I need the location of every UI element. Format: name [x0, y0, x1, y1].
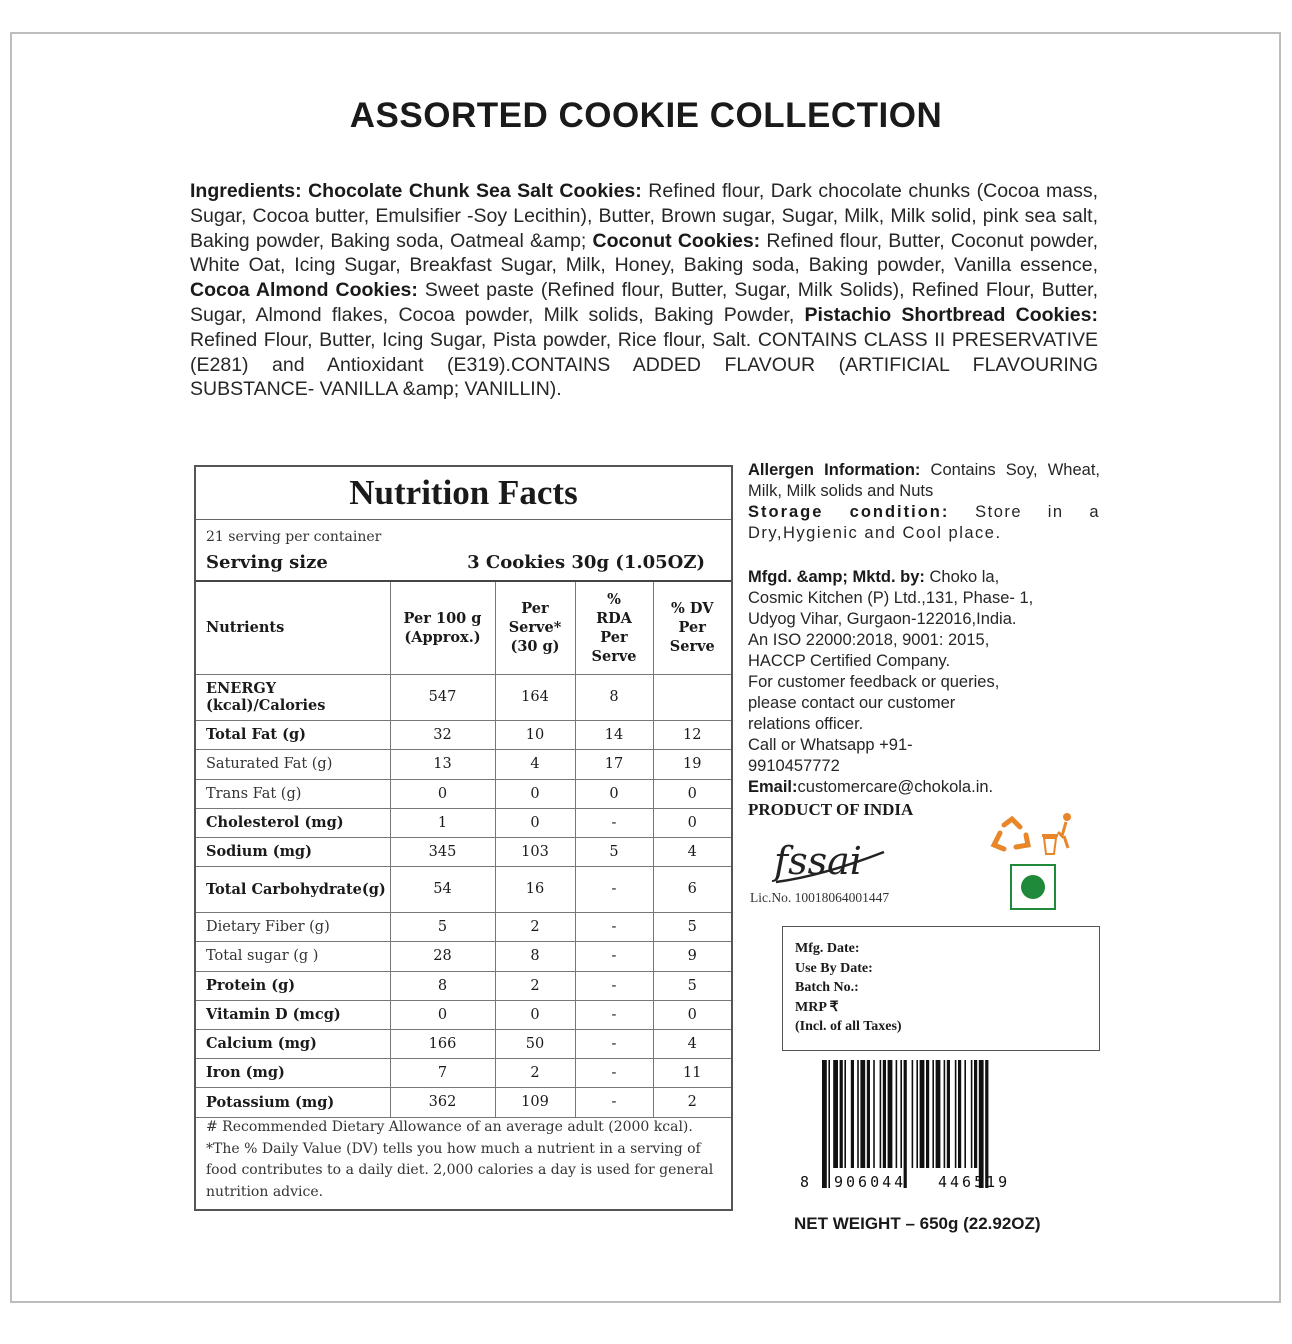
- nutrient-value: 8: [575, 674, 653, 720]
- ingredient-text: Refined flour, Butter, Coconut powder, White Oat, Icing Sugar, Breakfast Sugar, Milk, Honey, Baking soda, Baking powder, Vanilla essence,: [190, 229, 1098, 277]
- nutrient-value: 16: [495, 866, 575, 912]
- ingredient-heading: Ingredients: Chocolate Chunk Sea Salt Cookies:: [190, 180, 642, 202]
- email-label: Email:: [748, 778, 798, 796]
- dispose-in-bin-icon: [1040, 812, 1076, 856]
- nutrient-value: 4: [495, 749, 575, 779]
- date-batch-box: [782, 926, 1100, 1051]
- nutrient-value: 5: [653, 971, 731, 1000]
- nutrient-value: 1: [390, 808, 495, 837]
- nutrient-value: -: [575, 866, 653, 912]
- header-dv: % DV Per Serve: [653, 582, 731, 674]
- barcode-bar: [896, 1060, 898, 1168]
- nutrient-value: 0: [653, 779, 731, 808]
- mfg-date-label: Mfg. Date:: [795, 941, 860, 956]
- barcode-bar: [888, 1060, 893, 1168]
- barcode-bar: [840, 1060, 843, 1168]
- table-row: [196, 749, 731, 779]
- barcode-bar: [867, 1060, 870, 1168]
- nutrition-facts-title: Nutrition Facts: [196, 467, 731, 520]
- barcode-bar: [971, 1060, 973, 1168]
- nutrient-value: 0: [495, 779, 575, 808]
- storage-text: Store in a Dry,Hygienic and Cool place.: [748, 503, 1100, 542]
- table-row: [196, 808, 731, 837]
- manufacturer-info: [748, 567, 1100, 798]
- license-number: Lic.No. 10018064001447: [750, 890, 890, 905]
- barcode-bar: [851, 1060, 854, 1168]
- manufacturer-label: Mfgd. &amp; Mktd. by:: [748, 568, 925, 586]
- serving-size-value: 3 Cookies 30g (1.05OZ): [467, 552, 705, 573]
- batch-no-label: Batch No.:: [795, 980, 859, 995]
- nutrient-name: Cholesterol (mg): [196, 808, 390, 837]
- nutrient-value: -: [575, 941, 653, 971]
- header-per-100g: Per 100 g (Approx.): [390, 582, 495, 674]
- nutrient-name: Protein (g): [196, 971, 390, 1000]
- manufacturer-line: For customer feedback or queries,: [748, 673, 1000, 691]
- nutrient-value: 0: [575, 779, 653, 808]
- barcode: [798, 1060, 1052, 1192]
- nutrient-value: 2: [495, 912, 575, 941]
- nutrient-value: 103: [495, 837, 575, 866]
- nutrient-value: 8: [495, 941, 575, 971]
- incl-taxes-label: (Incl. of all Taxes): [795, 1019, 902, 1034]
- nutrient-name: Calcium (mg): [196, 1029, 390, 1058]
- nutrient-value: -: [575, 808, 653, 837]
- barcode-bar: [880, 1060, 882, 1168]
- nutrient-value: -: [575, 1058, 653, 1087]
- table-row: [196, 1058, 731, 1087]
- product-of-india: PRODUCT OF INDIA: [748, 800, 914, 819]
- nutrient-value: -: [575, 1000, 653, 1029]
- nutrient-value: 5: [390, 912, 495, 941]
- allergen-label: Allergen Information:: [748, 461, 921, 479]
- barcode-bar: [833, 1060, 838, 1168]
- header-rda: % RDA Per Serve: [575, 582, 653, 674]
- ingredients-text: [190, 179, 1098, 402]
- nutrient-value: 19: [653, 749, 731, 779]
- vegetarian-mark-icon: [1010, 864, 1056, 910]
- nutrition-facts-panel: [194, 465, 733, 1211]
- barcode-bar: [926, 1060, 929, 1168]
- nutrient-name: Total Fat (g): [196, 720, 390, 749]
- nutrient-name: Dietary Fiber (g): [196, 912, 390, 941]
- table-row: [196, 674, 731, 720]
- manufacturer-line: Choko la,: [924, 568, 1000, 586]
- nutrient-value: 10: [495, 720, 575, 749]
- allergen-info: [748, 460, 1100, 544]
- barcode-bar: [979, 1060, 984, 1188]
- barcode-bar: [947, 1060, 950, 1168]
- net-weight: NET WEIGHT – 650g (22.92OZ): [794, 1214, 1041, 1233]
- nutrient-value: 32: [390, 720, 495, 749]
- use-by-date-label: Use By Date:: [795, 960, 873, 976]
- product-title: ASSORTED COOKIE COLLECTION: [349, 96, 943, 135]
- table-row: [196, 1000, 731, 1029]
- barcode-bar: [920, 1060, 925, 1168]
- nutrient-value: -: [575, 1029, 653, 1058]
- table-row: [196, 1087, 731, 1117]
- barcode-bar: [955, 1060, 957, 1168]
- nutrient-value: 0: [653, 808, 731, 837]
- table-row: [196, 866, 731, 912]
- nutrient-value: 9: [653, 941, 731, 971]
- nutrient-name: Iron (mg): [196, 1058, 390, 1087]
- manufacturer-line: relations officer.: [748, 715, 864, 733]
- ingredient-text: Sweet paste (Refined flour, Butter, Sugar, Milk Solids), Refined Flour, Butter, Sugar, Almond flakes, Cocoa powder, Milk solids, Baking Powder,: [190, 279, 1099, 326]
- nutrient-value: 109: [495, 1087, 575, 1117]
- barcode-bar: [916, 1060, 918, 1168]
- nutrient-value: 7: [390, 1058, 495, 1087]
- fssai-logo-icon: [772, 838, 892, 888]
- table-row: [196, 837, 731, 866]
- barcode-bar: [936, 1060, 941, 1168]
- barcode-bar: [964, 1060, 966, 1168]
- nutrient-value: 14: [575, 720, 653, 749]
- nutrient-name: Saturated Fat (g): [196, 749, 390, 779]
- recycle-icon: [990, 815, 1034, 855]
- barcode-bar: [883, 1060, 886, 1168]
- nutrient-value: 2: [495, 971, 575, 1000]
- header-per-serve: Per Serve* (30 g): [495, 582, 575, 674]
- barcode-bar: [985, 1060, 988, 1188]
- nutrient-value: 4: [653, 1029, 731, 1058]
- nutrient-value: 0: [495, 808, 575, 837]
- nutrition-footnote: # Recommended Dietary Allowance of an average adult (2000 kcal). *The % Daily Value (DV) tells you how much a nutrient in a serving of food contributes to a daily diet. 2,000 calories a day is used for general nutrition advice.: [206, 1119, 714, 1200]
- manufacturer-line: Call or Whatsapp +91-: [748, 736, 913, 754]
- barcode-bar: [828, 1060, 830, 1188]
- barcode-bar: [932, 1060, 934, 1168]
- nutrient-value: -: [575, 971, 653, 1000]
- ingredient-heading: Pistachio Shortbread Cookies:: [804, 303, 1098, 326]
- nutrient-value: 345: [390, 837, 495, 866]
- barcode-bar: [857, 1060, 859, 1168]
- nutrient-value: 13: [390, 749, 495, 779]
- barcode-bar: [944, 1060, 946, 1168]
- nutrient-name: Vitamin D (mcg): [196, 1000, 390, 1029]
- manufacturer-line: HACCP Certified Company.: [748, 652, 951, 670]
- barcode-bar: [822, 1060, 827, 1188]
- barcode-bar: [873, 1060, 875, 1168]
- serving-size-row: [196, 548, 731, 582]
- manufacturer-line: Udyog Vihar, Gurgaon-122016,India.: [748, 610, 1017, 628]
- nutrition-header-row: [196, 582, 731, 674]
- nutrient-name: Trans Fat (g): [196, 779, 390, 808]
- ingredient-heading: Coconut Cookies:: [592, 229, 761, 252]
- barcode-bar: [974, 1060, 977, 1168]
- nutrient-value: 5: [653, 912, 731, 941]
- nutrient-value: 4: [653, 837, 731, 866]
- ingredient-text: Refined Flour, Butter, Icing Sugar, Pista powder, Rice flour, Salt. CONTAINS CLASS II PRESERVATIVE (E281) and Antioxidant (E319).CONTAINS ADDED FLAVOUR (ARTIFICIAL FLAVOURING SUBSTANCE- VANILLA &amp; VANILLIN).: [190, 328, 1098, 401]
- email-address: customercare@chokola.in.: [797, 778, 994, 796]
- table-row: [196, 971, 731, 1000]
- mrp-label: MRP ₹: [795, 999, 839, 1015]
- header-nutrients: Nutrients: [196, 582, 390, 674]
- barcode-left-digits: 906044: [834, 1173, 907, 1191]
- barcode-bar: [958, 1060, 961, 1168]
- nutrient-value: 2: [495, 1058, 575, 1087]
- table-row: [196, 941, 731, 971]
- nutrient-value: 54: [390, 866, 495, 912]
- barcode-bar: [844, 1060, 846, 1168]
- fssai-logo-text: fssai: [774, 839, 862, 883]
- nutrient-value: 547: [390, 674, 495, 720]
- ingredient-heading: Cocoa Almond Cookies:: [190, 279, 418, 302]
- manufacturer-line: Cosmic Kitchen (P) Ltd.,131, Phase- 1,: [748, 589, 1034, 607]
- nutrient-value: -: [575, 1087, 653, 1117]
- nutrient-name: Total sugar (g ): [196, 941, 390, 971]
- nutrient-name: Total Carbohydrate(g): [196, 866, 390, 912]
- nutrient-value: 2: [653, 1087, 731, 1117]
- nutrient-value: 0: [495, 1000, 575, 1029]
- nutrient-value: 0: [390, 779, 495, 808]
- barcode-right-digits: 446519: [938, 1173, 1011, 1191]
- barcode-bar: [912, 1060, 914, 1168]
- barcode-bar: [860, 1060, 865, 1168]
- ingredient-text: Refined flour, Dark chocolate chunks (Cocoa mass, Sugar, Cocoa butter, Emulsifier -Soy Lecithin), Butter, Brown sugar, Sugar, Milk, Milk solid, pink sea salt, Baking powder, Baking soda, Oatmeal &amp;: [190, 180, 1098, 252]
- nutrient-value: 164: [495, 674, 575, 720]
- nutrient-name: Potassium (mg): [196, 1087, 390, 1117]
- barcode-bar: [904, 1060, 907, 1188]
- manufacturer-line: 9910457772: [748, 757, 840, 775]
- table-row: [196, 720, 731, 749]
- nutrient-value: 0: [390, 1000, 495, 1029]
- allergen-text: Contains Soy, Wheat, Milk, Milk solids and Nuts: [748, 461, 1101, 500]
- nutrient-value: [653, 674, 731, 720]
- table-row: [196, 1029, 731, 1058]
- servings-per-container: 21 serving per container: [206, 529, 382, 545]
- nutrient-value: 5: [575, 837, 653, 866]
- table-row: [196, 779, 731, 808]
- nutrient-value: 0: [653, 1000, 731, 1029]
- barcode-first-digit: 8: [800, 1173, 810, 1191]
- table-row: [196, 912, 731, 941]
- barcode-bar: [900, 1060, 902, 1168]
- nutrient-value: 6: [653, 866, 731, 912]
- nutrient-value: 28: [390, 941, 495, 971]
- nutrient-value: 8: [390, 971, 495, 1000]
- nutrient-value: 17: [575, 749, 653, 779]
- nutrient-value: 12: [653, 720, 731, 749]
- serving-size-label: Serving size: [206, 552, 328, 573]
- nutrient-value: 11: [653, 1058, 731, 1087]
- manufacturer-line: please contact our customer: [748, 694, 956, 712]
- nutrient-value: 166: [390, 1029, 495, 1058]
- nutrient-value: -: [575, 912, 653, 941]
- manufacturer-line: An ISO 22000:2018, 9001: 2015,: [748, 631, 990, 649]
- nutrient-name: Sodium (mg): [196, 837, 390, 866]
- nutrient-value: 362: [390, 1087, 495, 1117]
- nutrient-value: 50: [495, 1029, 575, 1058]
- nutrition-table: [196, 582, 731, 1118]
- nutrient-name: ENERGY (kcal)/Calories: [196, 674, 390, 720]
- storage-label: Storage condition:: [748, 503, 950, 521]
